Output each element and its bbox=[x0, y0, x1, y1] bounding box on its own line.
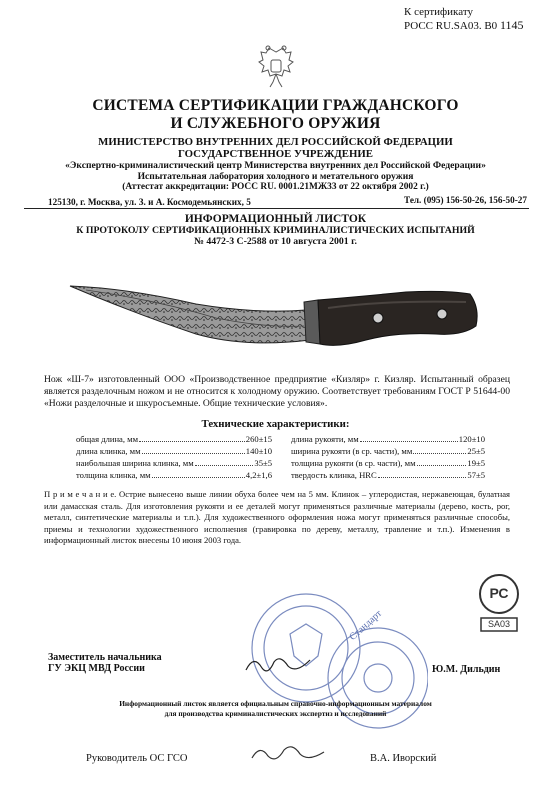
spec-value: 260±15 bbox=[245, 434, 272, 444]
spec-leader-dots bbox=[142, 445, 245, 454]
spec-value: 4,2±1,6 bbox=[245, 470, 272, 480]
system-title: СИСТЕМА СЕРТИФИКАЦИИ ГРАЖДАНСКОГО И СЛУЖЕБНОГО ОРУЖИЯ bbox=[92, 97, 459, 132]
spec-row bbox=[291, 445, 485, 457]
spec-leader-dots bbox=[378, 469, 467, 478]
spec-label: твердость клинка, HRC bbox=[291, 470, 377, 480]
spec-leader-dots bbox=[360, 433, 458, 442]
info-sheet-title: ИНФОРМАЦИОННЫЙ ЛИСТОК К ПРОТОКОЛУ СЕРТИФИКАЦИОННЫХ КРИМИНАЛИСТИЧЕСКИХ ИСПЫТАНИЙ № 4472-3 С-2588 от 10 августа 2001 г. bbox=[76, 213, 475, 247]
note-paragraph bbox=[44, 489, 510, 547]
certificate-ref-label: К сертификату bbox=[404, 6, 473, 18]
specs-right-column bbox=[291, 433, 485, 481]
rst-code: SA03 bbox=[487, 619, 511, 629]
spec-value: 57±5 bbox=[467, 470, 485, 480]
spec-label: длина рукояти, мм bbox=[291, 434, 359, 444]
certificate-reference bbox=[404, 6, 529, 33]
spec-leader-dots bbox=[413, 445, 466, 454]
spec-value: 120±10 bbox=[458, 434, 485, 444]
spec-leader-dots bbox=[417, 457, 467, 466]
footer-note: Информационный листок является официальным справочно-информационным материалом для производства криминалистических экспертиз и исследований bbox=[119, 699, 432, 718]
signature-scribble-2 bbox=[248, 738, 328, 766]
ministry-header: МИНИСТЕРСТВО ВНУТРЕННИХ ДЕЛ РОССИЙСКОЙ ФЕДЕРАЦИИ ГОСУДАРСТВЕННОЕ УЧРЕЖДЕНИЕ «Экспертно-криминалистический центр Министерства внутренних дел Российской Федерации» Испытательная лаборатория холодного и метательного оружия (Аттестат аккредитации: РОСС RU. 0001.21МЖ33 от 22 октября 2002 г.) bbox=[65, 136, 486, 192]
note-prefix: П р и м е ч а н и е bbox=[44, 489, 115, 499]
signatory-right: Ю.М. Дильдин bbox=[432, 664, 501, 675]
spec-leader-dots bbox=[195, 457, 254, 466]
spec-label: наибольшая ширина клинка, мм bbox=[76, 458, 194, 468]
spec-row bbox=[291, 469, 485, 481]
spec-leader-dots bbox=[152, 469, 245, 478]
certificate-ref-number: 1145 bbox=[499, 18, 524, 32]
spec-label: толщина клинка, мм bbox=[76, 470, 151, 480]
spec-value: 140±10 bbox=[245, 446, 272, 456]
spec-row bbox=[76, 433, 272, 445]
coat-of-arms-icon bbox=[256, 44, 296, 90]
address: 125130, г. Москва, ул. З. и А. Космодемьянских, 5 bbox=[48, 197, 251, 207]
rst-certification-mark bbox=[473, 572, 525, 634]
phone: Тел. (095) 156-50-26, 156-50-27 bbox=[404, 195, 527, 205]
spec-label: толщина рукояти (в ср. части), мм bbox=[291, 458, 416, 468]
spec-row bbox=[291, 457, 485, 469]
knife-image bbox=[66, 274, 486, 364]
spec-row bbox=[76, 457, 272, 469]
rst-letters: РС bbox=[489, 585, 509, 601]
seal-text: Стандарт bbox=[347, 608, 385, 643]
specs-left-column bbox=[76, 433, 272, 481]
spec-leader-dots bbox=[139, 433, 245, 442]
spec-label: длина клинка, мм bbox=[76, 446, 141, 456]
spec-value: 35±5 bbox=[254, 458, 272, 468]
spec-label: общая длина, мм bbox=[76, 434, 139, 444]
bottom-left-title: Руководитель ОС ГСО bbox=[86, 753, 188, 764]
knife-description: Нож «Ш-7» изготовленный ООО «Производственное предприятие «Кизляр» г. Кизляр. Испытанный образец является разделочным ножом и не относится к холодному оружию. Соответствует требованиям ГОСТ Р 51644-00 «Ножи разделочные и шкуросъемные. Общие технические условия». bbox=[44, 374, 510, 410]
spec-row bbox=[291, 433, 485, 445]
signature-scribble bbox=[244, 652, 314, 678]
signatory-left: Заместитель начальника ГУ ЭКЦ МВД России bbox=[48, 652, 162, 674]
spec-value: 19±5 bbox=[467, 458, 485, 468]
spec-row bbox=[76, 469, 272, 481]
spec-value: 25±5 bbox=[467, 446, 485, 456]
divider bbox=[24, 208, 529, 209]
specs-title: Технические характеристики: bbox=[201, 418, 350, 430]
bottom-right-name: В.А. Иворский bbox=[370, 753, 437, 764]
spec-row bbox=[76, 445, 272, 457]
certificate-ref-code: РОСС RU.SA03. B0 1145 bbox=[404, 18, 524, 32]
spec-label: ширина рукояти (в ср. части), мм bbox=[291, 446, 413, 456]
note-text: . Острие вынесено выше линии обуха более чем на 5 мм. Клинок – углеродистая, нержавеющая, булатная или дамасская сталь. Для изготовления рукояти и ее деталей могут применяться различные материалы (дерево, кость, рог, металл, синтетические материалы и т.п.). Для художественного оформления ножа могут применяться различные способы, приемы и технологии художественного исполнения (гравировка по дереву, металлу, травление и т.п.). Изменения в информационный листок внесены 10 июня 2003 года. bbox=[44, 489, 511, 546]
